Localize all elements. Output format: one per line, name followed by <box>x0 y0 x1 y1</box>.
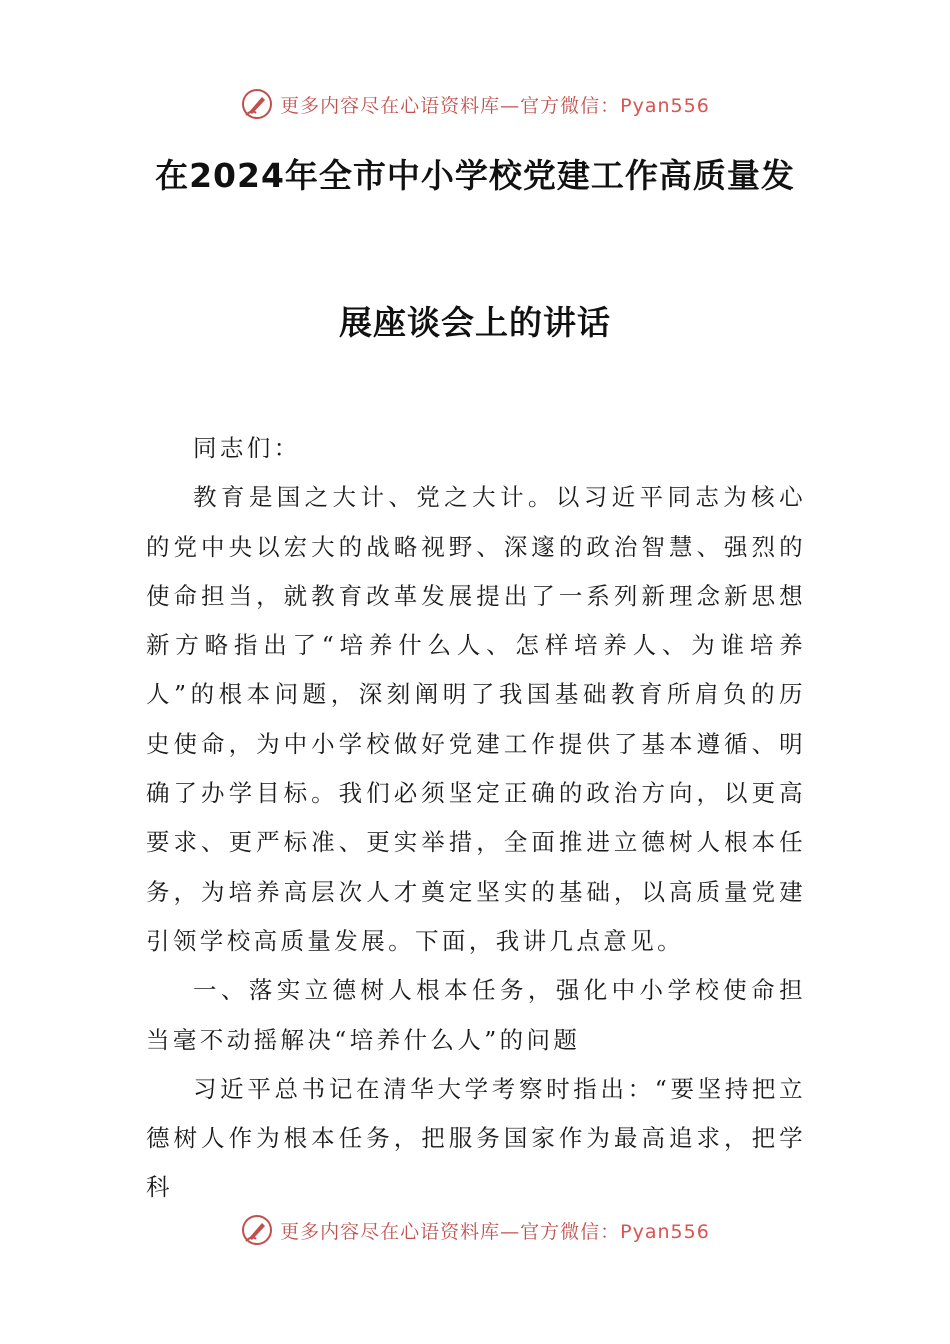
document-title-line-1: 在2024年全市中小学校党建工作高质量发 <box>155 156 795 195</box>
document-title-line-2: 展座谈会上的讲话 <box>339 303 611 342</box>
footer-watermark <box>0 1210 950 1250</box>
wechat-id: Pyan556 <box>620 94 710 117</box>
section-heading: 一、落实立德树人根本任务，强化中小学校使命担当毫不动摇解决“培养什么人”的问题 <box>146 976 806 1054</box>
pen-logo-icon <box>240 1213 274 1247</box>
paragraph: 习近平总书记在清华大学考察时指出：“要坚持把立德树人作为根本任务，把服务国家作为最高追求，把学科 <box>146 1074 806 1202</box>
watermark-text: 更多内容尽在心语资料库—官方微信：Pyan556 <box>280 94 710 117</box>
pen-logo-icon <box>240 87 274 121</box>
paragraph: 教育是国之大计、党之大计。以习近平同志为核心的党中央以宏大的战略视野、深邃的政治智慧、强烈的使命担当，就教育改革发展提出了一系列新理念新思想新方略指出了“培养什么人、怎样培养人、为谁培养人”的根本问题，深刻阐明了我国基础教育所肩负的历史使命，为中小学校做好党建工作提供了基本遵循、明确了办学目标。我们必须坚定正确的政治方向，以更高要求、更严标准、更实举措，全面推进立德树人根本任务，为培养高层次人才奠定坚实的基础，以高质量党建引领学校高质量发展。下面，我讲几点意见。 <box>146 483 806 955</box>
wechat-id: Pyan556 <box>620 1220 710 1243</box>
salutation: 同志们： <box>193 434 301 462</box>
document-body <box>146 424 806 1213</box>
watermark-text: 更多内容尽在心语资料库—官方微信：Pyan556 <box>280 1220 710 1243</box>
header-watermark <box>0 84 950 124</box>
